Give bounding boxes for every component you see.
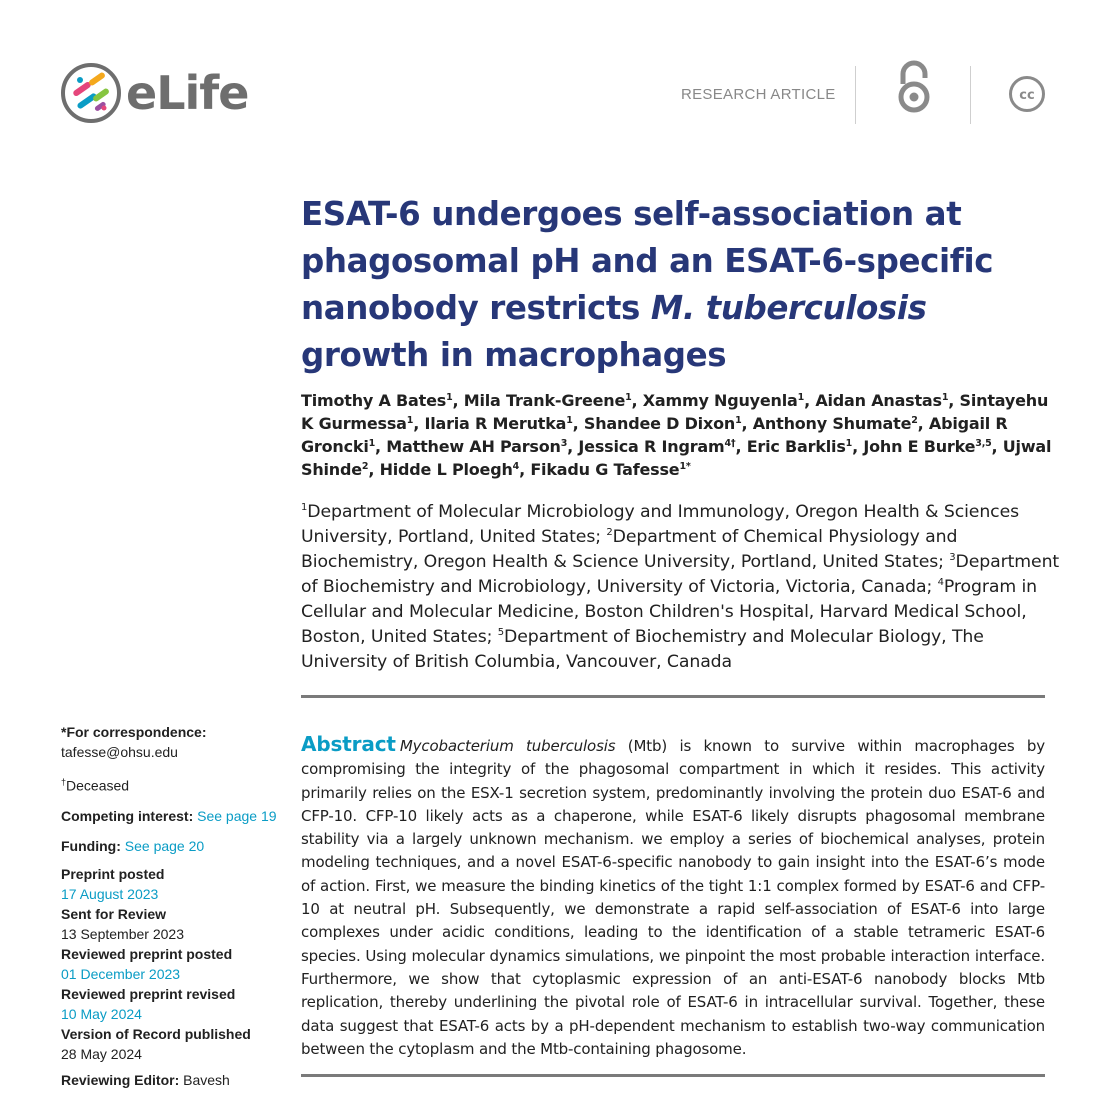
section-rule (301, 1074, 1045, 1077)
affiliation-number: 2 (606, 527, 613, 538)
history-date[interactable]: 01 December 2023 (61, 965, 181, 982)
reviewing-editor-label: Reviewing Editor: (61, 1071, 180, 1088)
affiliation-number: 5 (497, 627, 505, 638)
title-part-1: ESAT-6 undergoes self-association at phagosomal pH and an ESAT-6-specific nanobody restricts (301, 195, 994, 327)
author-affiliation-mark: 3,5 (975, 438, 992, 449)
abstract-body: (Mtb) is known to survive within macrophages by compromising the integrity of the phagosomal compartment in which it resides. This activity primarily relies on the ESX-1 secretion system, predominantly involving the protein duo ESAT-6 and CFP-10. CFP-10 likely acts as a chaperone, while ESAT-6 likely disrupts phagosomal membrane stability via a largely unknown mechanism. we employ a series of biochemical analyses, protein modeling techniques, and a novel ESAT-6-specific nanobody to gain insight into the ESAT-6’s mode of action. First, we measure the binding kinetics of the tight 1:1 complex formed by ESAT-6 and CFP-10 at neutral pH. Subsequently, we demonstrate a rapid self-association of ESAT-6 into large complexes under acidic conditions, leading to the identification of a stable tetrameric ESAT-6 species. Using molecular dynamics simulations, we pinpoint the most probable interaction interface. Furthermore, we show that cytoplasmic expression of an anti-ESAT-6 nanobody blocks Mtb replication, thereby underlining the pivotal role of ESAT-6 in intracellular survival. Together, these data suggest that ESAT-6 acts by a pH-dependent mechanism to establish two-way communication between the cytoplasm and the Mtb-containing phagosome. (301, 737, 1045, 1058)
author-affiliation-mark: 1 (406, 415, 414, 426)
author-name[interactable]: Mila Trank-Greene (463, 391, 626, 410)
history-date: 13 September 2023 (61, 925, 184, 942)
history-date[interactable]: 17 August 2023 (61, 885, 159, 902)
history-label: Sent for Review (61, 905, 167, 922)
author-name[interactable]: Shandee D Dixon (583, 414, 736, 433)
elife-logo-text: eLife (126, 66, 249, 120)
author-list: Timothy A Bates$^1$, Mila Trank-Greene$^1$, Xammy Nguyenla$^1$, Aidan Anastas$^1$, Sintayehu K Gurmessa$^1$, Ilaria R Merutka$^1$, Shandee D Dixon$^1$, Anthony Shumate$^2$, Abigail R Groncki$^1$, Matthew AH Parson$^3$, Jessica R Ingram$^{4\dagger}$, Eric Barklis$^1$, John E Burke$^{3,5}$, Ujwal Shinde$^2$, Hidde L Ploegh$^4$, Fikadu G Tafesse$^{1*}$ (301, 391, 1052, 479)
author-affiliation-mark: 1 (735, 415, 742, 426)
author-affiliation-mark: 4† (724, 438, 736, 449)
article-title (301, 191, 1061, 379)
reviewing-editor (61, 1070, 281, 1090)
affiliation-number: 4 (937, 577, 944, 588)
author-affiliation-mark: 4 (512, 461, 520, 472)
elife-logo-icon (60, 62, 122, 124)
author-affiliation-mark: 1 (368, 438, 376, 449)
article-info-sidebar (61, 722, 281, 1090)
affiliation-text: Department of Chemical Physiology and Biochemistry, Oregon Health & Science University, Portland, United States; (301, 527, 958, 572)
title-italic-species: M. tuberculosis (650, 289, 927, 327)
author-name[interactable]: Timothy A Bates (301, 391, 447, 410)
competing-interest-label: Competing interest: (61, 807, 194, 824)
correspondence-email[interactable]: tafesse@ohsu.edu (61, 744, 178, 760)
funding-link[interactable]: See page 20 (124, 837, 205, 854)
affiliation-text: Department of Molecular Microbiology and Immunology, Oregon Health & Sciences University, Portland, United States; (301, 502, 1020, 547)
reviewing-editor-name: Bavesh (183, 1071, 230, 1088)
competing-interest-link[interactable]: See page 19 (197, 807, 277, 824)
funding-label: Funding: (61, 837, 121, 854)
history-date: 28 May 2024 (61, 1045, 142, 1062)
history-label: Preprint posted (61, 865, 165, 882)
open-access-icon[interactable] (894, 60, 934, 114)
author-affiliation-mark: 1 (446, 392, 453, 403)
affiliation-text: Program in Cellular and Molecular Medicine, Boston Children's Hospital, Harvard Medical School, Boston, United States; (301, 577, 1038, 647)
deceased-text: Deceased (66, 777, 130, 794)
author-name[interactable]: Xammy Nguyenla (642, 391, 798, 410)
author-name[interactable]: Eric Barklis (746, 437, 846, 456)
elife-logo[interactable] (60, 62, 249, 124)
author-affiliation-mark: 1 (566, 415, 573, 426)
publication-history (61, 864, 281, 1064)
author-affiliation-mark: 1 (845, 438, 853, 449)
correspondence-block (61, 722, 281, 762)
author-affiliation-mark: 1 (941, 392, 949, 403)
affiliation-list (301, 500, 1061, 675)
affiliation-number: 1 (301, 502, 308, 513)
history-label: Version of Record published (61, 1025, 251, 1042)
author-name[interactable]: Jessica R Ingram (578, 437, 725, 456)
correspondence-label: *For correspondence: (61, 724, 207, 740)
cc-label: cc (1019, 88, 1035, 103)
abstract-italic-species: Mycobacterium tuberculosis (399, 737, 616, 755)
article-type-label: RESEARCH ARTICLE (681, 86, 836, 103)
author-name[interactable]: John E Burke (863, 437, 976, 456)
author-name[interactable]: Aidan Anastas (815, 391, 942, 410)
creative-commons-icon[interactable] (1008, 75, 1046, 113)
author-name[interactable]: Ujwal Shinde (301, 437, 1052, 479)
author-affiliation-mark: 1 (625, 392, 632, 403)
deceased-note (61, 772, 281, 796)
author-affiliation-mark: 2 (911, 415, 918, 426)
abstract-heading: Abstract (301, 732, 396, 756)
section-rule (301, 695, 1045, 698)
header-divider (855, 66, 856, 124)
author-affiliation-mark: 1* (679, 461, 691, 472)
history-label: Reviewed preprint posted (61, 945, 233, 962)
history-label: Reviewed preprint revised (61, 985, 236, 1002)
author-name[interactable]: Anthony Shumate (752, 414, 912, 433)
author-name[interactable]: Sintayehu K Gurmessa (301, 391, 1049, 433)
author-name[interactable]: Hidde L Ploegh (379, 460, 513, 479)
affiliation-text: Department of Biochemistry and Molecular Biology, The University of British Columbia, Vancouver, Canada (301, 627, 984, 672)
author-name[interactable]: Matthew AH Parson (386, 437, 561, 456)
header-divider (970, 66, 971, 124)
author-name[interactable]: Ilaria R Merutka (424, 414, 567, 433)
funding-block (61, 836, 281, 856)
competing-interest-block (61, 806, 281, 826)
author-affiliation-mark: 3 (560, 438, 568, 449)
author-name[interactable]: Fikadu G Tafesse (530, 460, 680, 479)
author-affiliation-mark: 1 (797, 392, 805, 403)
author-name[interactable]: Abigail R Groncki (301, 414, 1008, 456)
history-date[interactable]: 10 May 2024 (61, 1005, 142, 1022)
abstract (301, 733, 1045, 1061)
affiliation-number: 3 (949, 552, 956, 563)
title-part-2: growth in macrophages (301, 336, 727, 374)
author-affiliation-mark: 2 (361, 461, 369, 472)
affiliation-text: Department of Biochemistry and Microbiology, University of Victoria, Victoria, Canada; (301, 552, 1060, 597)
deceased-mark: † (61, 777, 67, 787)
